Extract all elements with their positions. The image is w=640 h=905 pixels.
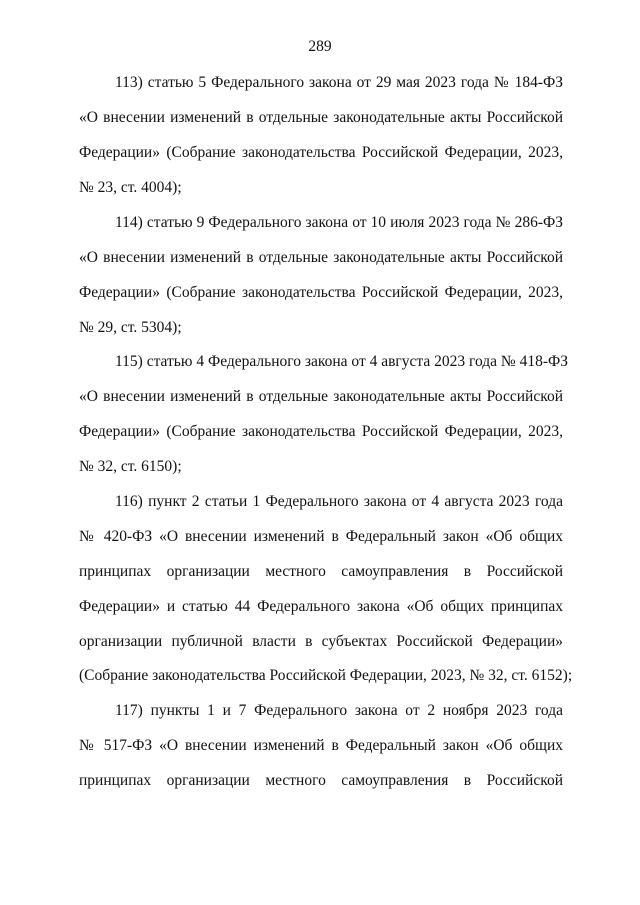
paragraph-line: 115) статью 4 Федерального закона от 4 августа 2023 года № 418-ФЗ	[115, 353, 568, 370]
paragraph-line: Федерации» (Собрание законодательства Российской Федерации, 2023,	[79, 423, 563, 440]
paragraph-line: (Собрание законодательства Российской Федерации, 2023, № 32, ст. 6152);	[79, 667, 573, 684]
paragraph-line: Федерации» и статью 44 Федерального закона «Об общих принципах	[79, 598, 563, 615]
paragraph-line: организации публичной власти в субъектах Российской Федерации»	[79, 633, 563, 650]
paragraph-line: принципах организации местного самоуправления в Российской	[79, 563, 563, 580]
page-number: 289	[308, 38, 332, 55]
paragraph-line: 117) пункты 1 и 7 Федерального закона от 2 ноября 2023 года	[115, 702, 563, 719]
paragraph-line: Федерации» (Собрание законодательства Российской Федерации, 2023,	[79, 144, 563, 161]
paragraph-line: № 32, ст. 6150);	[79, 458, 182, 475]
paragraph-line: «О внесении изменений в отдельные законодательные акты Российской	[79, 109, 563, 126]
paragraph-line: № 23, ст. 4004);	[79, 179, 182, 196]
paragraph-line: 116) пункт 2 статьи 1 Федерального закона от 4 августа 2023 года	[115, 493, 563, 510]
paragraph-line: 114) статью 9 Федерального закона от 10 июля 2023 года № 286-ФЗ	[115, 214, 563, 231]
paragraph-line: «О внесении изменений в отдельные законодательные акты Российской	[79, 249, 563, 266]
paragraph-line: Федерации» (Собрание законодательства Российской Федерации, 2023,	[79, 284, 563, 301]
paragraph-line: № 420-ФЗ «О внесении изменений в Федеральный закон «Об общих	[79, 528, 563, 545]
paragraph-line: принципах организации местного самоуправления в Российской	[79, 772, 563, 789]
paragraph-line: «О внесении изменений в отдельные законодательные акты Российской	[79, 388, 563, 405]
paragraph-line: № 29, ст. 5304);	[79, 319, 182, 336]
paragraph-line: 113) статью 5 Федерального закона от 29 мая 2023 года № 184-ФЗ	[115, 74, 563, 91]
paragraph-line: № 517-ФЗ «О внесении изменений в Федеральный закон «Об общих	[79, 737, 563, 754]
